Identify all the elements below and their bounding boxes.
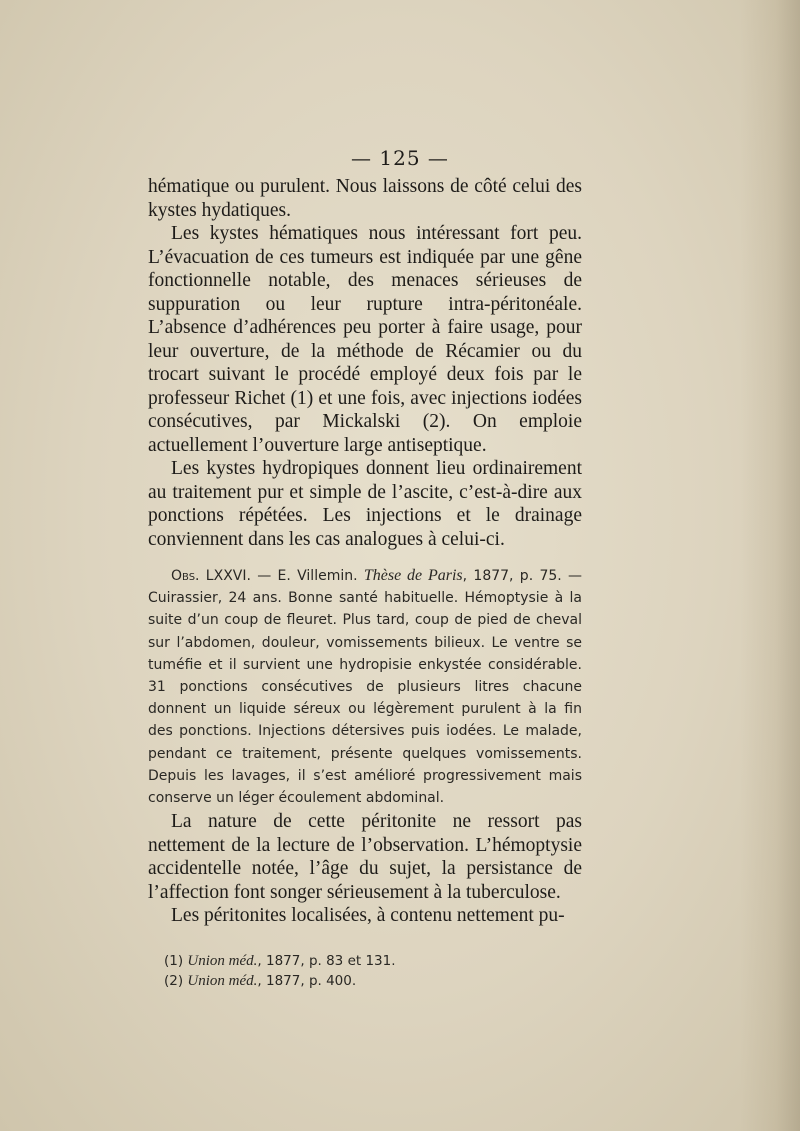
- main-text-block: [148, 175, 582, 551]
- footnote-marker: (2): [164, 973, 188, 989]
- footnote-2: [164, 971, 584, 991]
- footnote-details: , 1877, p. 400.: [257, 973, 357, 989]
- observation-block: [148, 565, 582, 809]
- footnote-title: Union méd.: [187, 973, 258, 989]
- footnote-title: Union méd.: [187, 953, 258, 969]
- observation-paragraph: [148, 565, 582, 809]
- paragraph-hydropic-cysts: Les kystes hydropiques donnent lieu ordinairement au traitement pur et simple de l’ascite, c’est-à-dire aux ponctions répétées. Les injections et le drainage conviennent dans les cas analogues à celui-ci.: [148, 458, 582, 550]
- observation-source-details: , 1877, p. 75.: [462, 568, 562, 584]
- footnote-1: [164, 951, 584, 971]
- main-text-block-2: [148, 810, 582, 928]
- observation-author: — E. Villemin.: [250, 568, 364, 584]
- footnotes: [164, 951, 584, 991]
- page-number: — 125 —: [351, 146, 449, 170]
- observation-label: Obs. LXXVI.: [171, 568, 251, 584]
- paragraph-hematic-cysts: Les kystes hématiques nous intéressant fort peu. L’évacuation de ces tumeurs est indiquée par une gêne fonctionnelle notable, des menaces sérieuses de suppuration ou leur rupture intra-péritonéale. L’absence d’adhérences peu porter à faire usage, pour leur ouverture, de la méthode de Récamier ou du trocart suivant le procédé employé deux fois par le professeur Richet (1) et une fois, avec injections iodées consécutives, par Mickalski (2). On emploie actuellement l’ouverture large antiseptique.: [148, 223, 582, 456]
- paragraph-nature-peritonitis: La nature de cette péritonite ne ressort pas nettement de la lecture de l’observation. L’hémoptysie accidentelle notée, l’âge du sujet, la persistance de l’affection font songer sérieusement à la tuberculose.: [148, 811, 582, 903]
- footnote-details: , 1877, p. 83 et 131.: [257, 953, 396, 969]
- observation-source-title: Thèse de Paris: [363, 567, 463, 584]
- footnote-marker: (1): [164, 953, 188, 969]
- paragraph-continuation: hématique ou purulent. Nous laissons de côté celui des kystes hydatiques.: [148, 176, 582, 221]
- paragraph-localized-peritonitis: Les péritonites localisées, à contenu nettement pu-: [171, 905, 565, 926]
- observation-text: — Cuirassier, 24 ans. Bonne santé habituelle. Hémoptysie à la suite d’un coup de fleuret. Plus tard, coup de pied de cheval sur l’abdomen, douleur, vomissements bilieux. Le ventre se tuméfie et il survient une hydropisie enkystée considérable. 31 ponctions consécutives de plusieurs litres chacune donnent un liquide séreux ou légèrement purulent à la fin des ponctions. Injections détersives puis iodées. Le malade, pendant ce traitement, présente quelques vomissements. Depuis les lavages, il s’est amélioré progressivement mais conserve un léger écoulement abdominal.: [148, 568, 583, 807]
